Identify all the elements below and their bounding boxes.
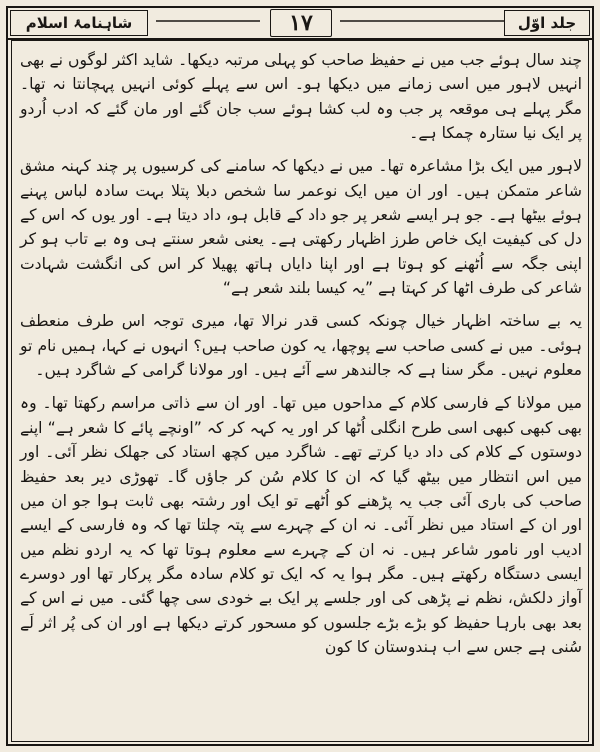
page-number: ۱۷ — [270, 9, 332, 37]
paragraph: چند سال ہوئے جب میں نے حفیظ صاحب کو پہلی مرتبہ دیکھا۔ شاید اکثر لوگوں نے بھی انہیں لاہور میں اسی زمانے میں دیکھا ہو۔ اس سے پہلے کوئی انہیں پہچانتا نہ تھا۔ مگر پہلے ہی موقعہ پر جب وہ لب کشا ہوئے سب جان گئے اور مان گئے کہ ادب اُردو پر ایک نیا ستارہ چمکا ہے۔ — [20, 51, 582, 143]
body-text — [20, 48, 582, 659]
running-header — [8, 8, 592, 40]
header-ornament-right — [338, 14, 506, 28]
running-title: شاہنامۂ اسلام — [10, 10, 148, 36]
paragraph: میں مولانا کے فارسی کلام کے مداحوں میں تھا۔ اور ان سے ذاتی مراسم رکھتا تھا۔ وہ بھی کبھی کبھی اسی طرح انگلی اُٹھا کر اور یہ کہہ کر کہ ”اونچے پائے کا شعر ہے“ اپنے دوستوں کے کلام کی داد دیا کرتے تھے۔ شاگرد میں کچھ استاد کی جھلک نظر آئی۔ اور میں اس انتظار میں بیٹھ گیا کہ ان کا کلام سُن کر جاؤں گا۔ تھوڑی دیر بعد حفیظ صاحب کی باری آئی جب یہ پڑھنے کو اُٹھے تو ایک اور رشتہ بھی ثابت ہوا جو ان میں اور ان کے استاد میں نظر آئی۔ نہ ان کے چہرے سے پتہ چلتا تھا کہ وہ فارسی کے ایسے ادیب اور نامور شاعر ہیں۔ نہ ان کے چہرے سے معلوم ہوتا تھا کہ یہ اردو نظم میں ایسی دستگاہ رکھتے ہیں۔ مگر ہوا یہ کہ ایک تو کلام سادہ مگر پرکار تھا اور دوسرے آواز دلکش، نظم نے پڑھی کی اور جلسے پر ایک بے خودی سی چھا گئی۔ میں نے اس کے بعد بھی بارہا حفیظ کو بڑے بڑے جلسوں کو مسحور کرتے دیکھا ہے اور ان کی پُر اثر لَے سُنی ہے جس سے اب ہندوستان کا کون — [20, 394, 582, 656]
header-ornament-left — [154, 14, 262, 28]
volume-label: جلد اوّل — [504, 10, 590, 36]
paragraph: لاہور میں ایک بڑا مشاعرہ تھا۔ میں نے دیکھا کہ سامنے کی کرسیوں پر چند کہنہ مشق شاعر متمکن ہیں۔ اور ان میں ایک نوعمر سا شخص دبلا پتلا بہت سادہ لباس پہنے ہوئے بیٹھا ہے۔ جو ہر ایسے شعر پر جو داد کے قابل ہو، داد دیتا ہے۔ اور یوں کہ اس کے دل کی کیفیت ایک خاص طرز اظہار رکھتی ہے۔ یعنی شعر سنتے ہی وہ بے تاب ہو کر اپنی جگہ سے اُٹھنے کو ہوتا ہے اور اپنا دایاں ہاتھ پھیلا کر اس کی انگشت شہادت شاعر کی طرف اٹھا کر کہتا ہے ”یہ کیسا بلند شعر ہے“ — [20, 157, 582, 298]
paragraph: یہ بے ساختہ اظہار خیال چونکہ کسی قدر نرالا تھا، میری توجہ اس طرف منعطف ہوئی۔ میں نے کسی صاحب سے پوچھا، یہ کون صاحب ہیں؟ انہوں نے کہا، ہمیں نام تو معلوم نہیں۔ مگر سنا ہے کہ جالندھر سے آئے ہیں۔ اور مولانا گرامی کے شاگرد ہیں۔ — [20, 312, 582, 380]
